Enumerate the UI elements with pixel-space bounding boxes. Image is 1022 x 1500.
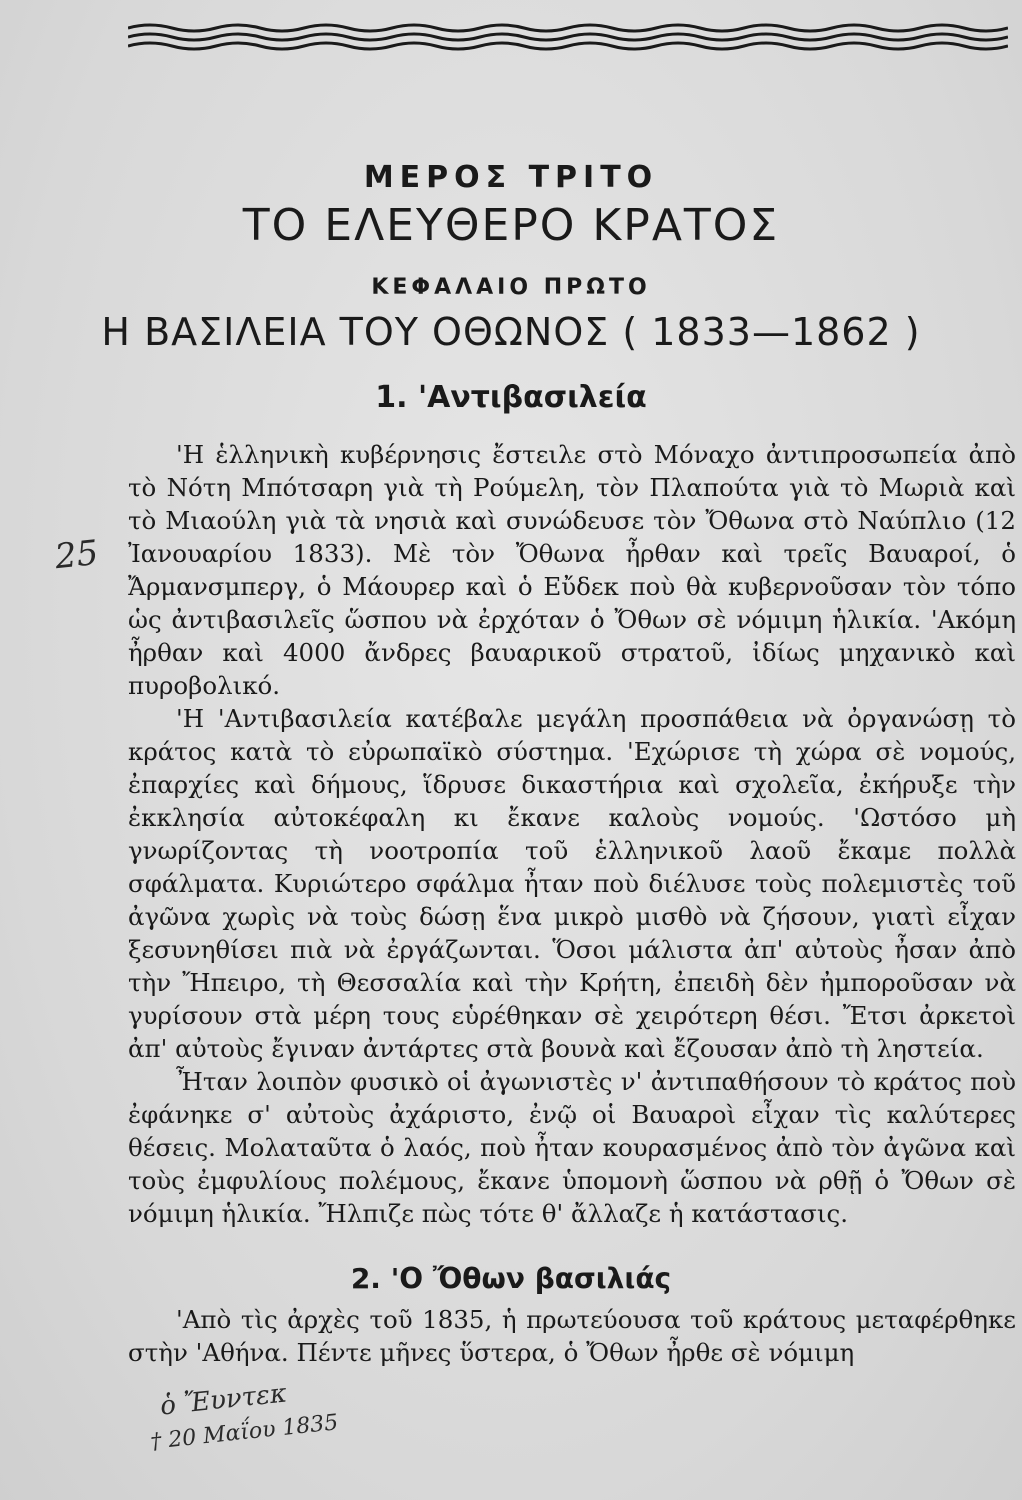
handwritten-note-line-2: † 20 Μαΐου 1835 <box>149 1410 340 1455</box>
handwritten-note-line-1: ὁ Ἔυντεκ <box>158 1378 289 1422</box>
section-2-body <box>128 1303 1016 1369</box>
section-heading-2: 2. 'Ο Ὄθων βασιλιάς <box>350 1262 672 1295</box>
section-1-body <box>128 438 1016 1230</box>
part-label: ΜΕΡΟΣ ΤΡΙΤΟ <box>363 160 659 195</box>
chapter-label: ΚΕΦΑΛΑΙΟ ΠΡΩΤΟ <box>371 275 651 300</box>
paragraph: 'Η 'Αντιβασιλεία κατέβαλε μεγάλη προσπάθεια νὰ ὀργανώσῃ τὸ κράτος κατὰ τὸ εὐρωπαϊκὸ σύστημα. 'Εχώρισε τὴ χώρα σὲ νομούς, ἐπαρχίες καὶ δήμους, ἵδρυσε δικαστήρια καὶ σχολεῖα, ἐκήρυξε τὴν ἐκκλησία αὐτοκέφαλη κι ἔκανε καλοὺς νομούς. 'Ωστόσο μὴ γνωρίζοντας τὴ νοοτροπία τοῦ ἑλληνικοῦ λαοῦ ἔκαμε πολλὰ σφάλματα. Κυριώτερο σφάλμα ἦταν ποὺ διέλυσε τοὺς πολεμιστὲς τοῦ ἀγῶνα χωρὶς νὰ τοὺς δώσῃ ἕνα μικρὸ μισθὸ νὰ ζήσουν, γιατὶ εἶχαν ξεσυνηθίσει πιὰ νὰ ἐργάζωνται. Ὅσοι μάλιστα ἀπ' αὐτοὺς ἦσαν ἀπὸ τὴν Ἤπειρο, τὴ Θεσσαλία καὶ τὴν Κρήτη, ἐπειδὴ δὲν ἠμποροῦσαν νὰ γυρίσουν στὰ μέρη τους εὑρέθηκαν σὲ χειρότερη θέσι. Ἔτσι ἀρκετοὶ ἀπ' αὐτοὺς ἔγιναν ἀντάρτες στὰ βουνὰ καὶ ἔζουσαν ἀπὸ τὴ ληστεία. <box>128 704 1016 1063</box>
paragraph: 'Απὸ τὶς ἀρχὲς τοῦ 1835, ἡ πρωτεύουσα τοῦ κράτους μεταφέρθηκε στὴν 'Αθήνα. Πέντε μῆνες ὕστερα, ὁ Ὄθων ἦρθε σὲ νόμιμη <box>128 1305 1016 1367</box>
section-heading-1: 1. 'Αντιβασιλεία <box>375 380 647 415</box>
page-title: ΤΟ ΕΛΕΥΘΕΡΟ ΚΡΑΤΟΣ <box>242 200 780 251</box>
chapter-title: Η ΒΑΣΙΛΕΙΑ ΤΟΥ ΟΘΩΝΟΣ ( 1833—1862 ) <box>101 310 921 354</box>
paragraph: Ἦταν λοιπὸν φυσικὸ οἱ ἀγωνιστὲς ν' ἀντιπαθήσουν τὸ κράτος ποὺ ἐφάνηκε σ' αὐτοὺς ἀχάριστο, ἐνῷ οἱ Βαυαροὶ εἶχαν τὶς καλύτερες θέσεις. Μολαταῦτα ὁ λαός, ποὺ ἦταν κουρασμένος ἀπὸ τὸν ἀγῶνα καὶ τοὺς ἐμφυλίους πολέμους, ἔκανε ὑπομονὴ ὥσπου νὰ ρθῇ ὁ Ὄθων σὲ νόμιμη ἡλικία. Ἤλπιζε πὼς τότε θ' ἄλλαζε ἡ κατάστασις. <box>128 1067 1016 1228</box>
margin-handwritten-number: 25 <box>53 532 101 578</box>
paragraph: 'Η ἑλληνικὴ κυβέρνησις ἔστειλε στὸ Μόναχο ἀντιπροσωπεία ἀπὸ τὸ Νότη Μπότσαρη γιὰ τὴ Ρούμελη, τὸν Πλαπούτα γιὰ τὸ Μωριὰ καὶ τὸ Μιαούλη γιὰ τὰ νησιὰ καὶ συνώδευσε τὸν Ὄθωνα στὸ Ναύπλιο (12 Ἰανουαρίου 1833). Μὲ τὸν Ὄθωνα ἦρθαν καὶ τρεῖς Βαυαροί, ὁ Ἄρμανσμπεργ, ὁ Μάουρερ καὶ ὁ Εὔδεκ ποὺ θὰ κυβερνοῦσαν τὸν τόπο ὡς ἀντιβασιλεῖς ὥσπου νὰ ἐρχόταν ὁ Ὄθων σὲ νόμιμη ἡλικία. 'Ακόμη ἦρθαν καὶ 4000 ἄνδρες βαυαρικοῦ στρατοῦ, ἰδίως μηχανικὸ καὶ πυροβολικό. <box>128 440 1016 700</box>
wave-ornament <box>128 20 1008 56</box>
